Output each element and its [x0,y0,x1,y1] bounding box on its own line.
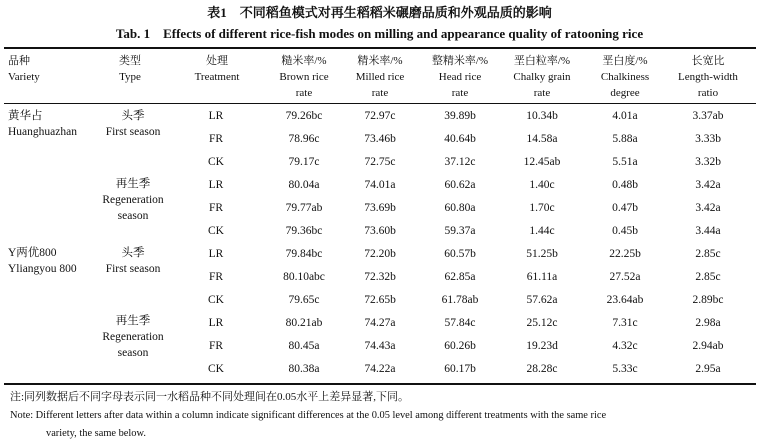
cell-brown-rice: 80.10abc [283,271,325,283]
cell-brown-rice: 79.65c [288,294,320,306]
cell-milled-rice: 73.60b [364,225,396,237]
cell-chalky-grain: 10.34b [526,110,558,122]
cell-brown-rice: 80.45a [288,340,320,352]
header-head-rice [415,53,505,101]
header-brown-rice-en: Brown rice [279,71,329,83]
cell-chalky-grain: 25.12c [526,317,558,329]
type-en: Regeneration [102,331,164,343]
header-chalkiness-en: Chalkiness [600,71,650,83]
cell-length-width: 3.32b [695,156,721,168]
header-head-rice-en2: rate [451,87,469,99]
header-type-cn: 类型 [119,55,141,67]
cell-treatment: CK [208,225,224,237]
header-length-width [663,53,753,101]
cell-treatment: LR [208,248,224,260]
cell-head-rice: 60.80a [444,202,476,214]
type-regeneration-season [78,313,188,361]
cell-treatment: LR [208,179,224,191]
header-chalkiness-cn: 垩白度/% [602,55,648,67]
type-en: Regeneration [102,194,164,206]
header-chalky-grain [497,53,587,101]
header-treatment [182,53,252,85]
cell-milled-rice: 72.20b [364,248,396,260]
cell-chalky-grain: 14.58a [526,133,558,145]
cell-length-width: 2.85c [695,248,721,260]
cell-treatment: CK [208,294,224,306]
table-title-cn: 表1 不同稻鱼模式对再生稻稻米碾磨品质和外观品质的影响 [207,5,552,20]
header-variety [8,53,40,85]
cell-brown-rice: 80.38a [288,363,320,375]
cell-head-rice: 60.17b [444,363,476,375]
table-title-en: Tab. 1 Effects of different rice-fish modes on milling and appearance quality of ratooning rice [115,26,644,41]
type-cn: 再生季 [115,315,151,327]
cell-chalky-grain: 1.40c [529,179,555,191]
cell-brown-rice: 80.21ab [285,317,323,329]
cell-chalky-grain: 1.44c [529,225,555,237]
cell-length-width: 3.42a [695,179,721,191]
bottom-rule [4,383,756,385]
cell-head-rice: 37.12c [444,156,476,168]
cell-length-width: 3.33b [695,133,721,145]
variety-yliangyou800 [8,245,77,277]
cell-head-rice: 60.62a [444,179,476,191]
cell-treatment: CK [208,156,224,168]
cell-milled-rice: 74.01a [364,179,396,191]
cell-chalky-grain: 12.45ab [523,156,561,168]
cell-head-rice: 62.85a [444,271,476,283]
cell-treatment: LR [208,317,224,329]
header-milled-rice-en: Milled rice [355,71,405,83]
cell-head-rice: 59.37a [444,225,476,237]
cell-head-rice: 60.26b [444,340,476,352]
cell-chalkiness: 7.31c [612,317,638,329]
variety-huanghuazhan [8,108,77,140]
type-first-season [78,108,188,140]
cell-chalkiness: 5.88a [612,133,638,145]
cell-milled-rice: 73.69b [364,202,396,214]
header-variety-cn: 品种 [8,55,30,67]
cell-length-width: 2.85c [695,271,721,283]
table-note-cn: 注:同列数据后不同字母表示同一水稻品种不同处理间在0.05水平上差异显著,下同。 [10,391,410,403]
variety-en: Huanghuazhan [8,126,77,138]
header-chalky-grain-en: Chalky grain [513,71,571,83]
cell-milled-rice: 74.22a [364,363,396,375]
type-cn: 头季 [121,110,145,122]
cell-head-rice: 39.89b [444,110,476,122]
cell-chalky-grain: 28.28c [526,363,558,375]
cell-length-width: 2.95a [695,363,721,375]
type-regeneration-season [78,176,188,224]
cell-treatment: FR [208,133,224,145]
table-note-en: Note: Different letters after data within a column indicate significant differences at the 0.05 level among different treatments with the same rice [10,410,607,421]
cell-length-width: 2.98a [695,317,721,329]
cell-brown-rice: 79.84bc [285,248,323,260]
cell-head-rice: 40.64b [444,133,476,145]
header-chalky-grain-en2: rate [533,87,551,99]
cell-chalkiness: 27.52a [609,271,641,283]
type-en2: season [117,347,149,359]
cell-chalkiness: 4.32c [612,340,638,352]
header-treatment-cn: 处理 [206,55,228,67]
header-brown-rice-en2: rate [295,87,313,99]
cell-chalkiness: 5.33c [612,363,638,375]
cell-brown-rice: 79.36bc [285,225,323,237]
cell-chalky-grain: 1.70c [529,202,555,214]
cell-chalkiness: 0.45b [612,225,638,237]
cell-length-width: 2.94ab [692,340,724,352]
cell-milled-rice: 72.97c [364,110,396,122]
cell-brown-rice: 79.26bc [285,110,323,122]
header-chalky-grain-cn: 垩白粒率/% [513,55,571,67]
cell-chalky-grain: 57.62a [526,294,558,306]
header-chalkiness-en2: degree [610,87,640,99]
header-treatment-en: Treatment [194,71,240,83]
cell-treatment: FR [208,271,224,283]
cell-head-rice: 57.84c [444,317,476,329]
table-note-en-continued: variety, the same below. [46,428,146,439]
type-en: First season [105,263,161,275]
cell-chalky-grain: 61.11a [526,271,558,283]
cell-brown-rice: 79.77ab [285,202,323,214]
header-rule [4,103,756,104]
cell-milled-rice: 72.75c [364,156,396,168]
cell-length-width: 3.42a [695,202,721,214]
type-first-season [78,245,188,277]
cell-milled-rice: 72.65b [364,294,396,306]
type-cn: 再生季 [115,178,151,190]
cell-milled-rice: 74.27a [364,317,396,329]
header-type-en: Type [119,71,141,83]
cell-brown-rice: 78.96c [288,133,320,145]
header-head-rice-en: Head rice [438,71,482,83]
cell-chalkiness: 4.01a [612,110,638,122]
header-milled-rice-cn: 精米率/% [357,55,403,67]
cell-milled-rice: 74.43a [364,340,396,352]
cell-treatment: FR [208,340,224,352]
cell-head-rice: 61.78ab [441,294,479,306]
cell-treatment: LR [208,110,224,122]
cell-milled-rice: 72.32b [364,271,396,283]
cell-length-width: 3.44a [695,225,721,237]
cell-length-width: 2.89bc [692,294,724,306]
header-chalkiness [580,53,670,101]
cell-brown-rice: 80.04a [288,179,320,191]
cell-treatment: CK [208,363,224,375]
header-brown-rice-cn: 糙米率/% [281,55,327,67]
header-variety-en: Variety [8,71,40,83]
variety-cn: 黄华占 [8,110,43,122]
header-head-rice-cn: 整精米率/% [431,55,489,67]
cell-chalkiness: 5.51a [612,156,638,168]
cell-head-rice: 60.57b [444,248,476,260]
header-length-width-en2: ratio [697,87,719,99]
header-length-width-cn: 长宽比 [691,55,725,67]
cell-milled-rice: 73.46b [364,133,396,145]
cell-chalkiness: 23.64ab [606,294,644,306]
variety-cn: Y两优800 [8,247,57,259]
cell-length-width: 3.37ab [692,110,724,122]
variety-en: Yliangyou 800 [8,263,77,275]
cell-chalky-grain: 51.25b [526,248,558,260]
header-milled-rice [335,53,425,101]
header-milled-rice-en2: rate [371,87,389,99]
cell-treatment: FR [208,202,224,214]
cell-chalky-grain: 19.23d [526,340,558,352]
cell-chalkiness: 0.47b [612,202,638,214]
top-rule [4,47,756,49]
type-cn: 头季 [121,247,145,259]
cell-chalkiness: 0.48b [612,179,638,191]
cell-brown-rice: 79.17c [288,156,320,168]
header-length-width-en: Length-width [678,71,738,83]
cell-chalkiness: 22.25b [609,248,641,260]
type-en: First season [105,126,161,138]
type-en2: season [117,210,149,222]
header-type [100,53,160,85]
